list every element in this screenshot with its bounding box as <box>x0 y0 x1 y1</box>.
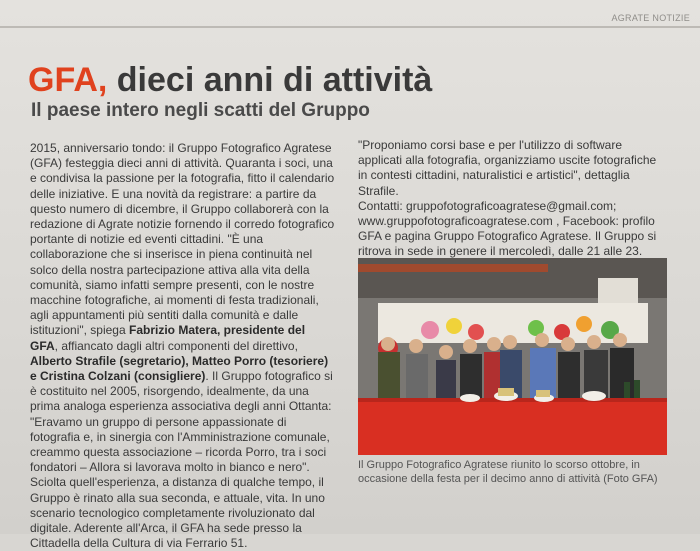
president-name: Fabrizio Matera, presidente del GFA <box>30 323 306 353</box>
body-paragraph: "Proponiamo corsi base e per l'utilizzo di software applicati alla fotografia, organizziamo uscite fotografiche in contesti cittadini, naturalistici e artistici", dettaglia Strafile. <box>358 138 657 198</box>
contacts-paragraph: Contatti: gruppofotograficoagratese@gmail.com; www.gruppofotograficoagratese.com , Facebook: profilo GFA e pagina Gruppo Fotografico Agratese. Il Gruppo si ritrova in sede in genere il mercoledì, dalle 21 alle 23. <box>358 198 657 259</box>
body-paragraph <box>30 141 335 551</box>
article-subtitle: Il paese intero negli scatti del Gruppo <box>31 100 370 121</box>
title-accent: GFA, <box>28 61 108 99</box>
left-column <box>30 141 335 551</box>
photo-caption <box>358 458 668 486</box>
article-title <box>28 61 432 99</box>
right-column <box>358 138 668 260</box>
board-members: Alberto Strafile (segretario), Matteo Porro (tesoriere) e Cristina Colzani (consigliere) <box>30 353 329 384</box>
title-rest: dieci anni di attività <box>107 61 433 99</box>
group-photo-illustration <box>358 258 667 455</box>
caption-text: Il Gruppo Fotografico Agratese riunito lo scorso ottobre, in occasione della festa per il decimo anno di attività (Foto GFA) <box>358 459 658 485</box>
section-header: AGRATE NOTIZIE <box>611 13 690 23</box>
body-text: . Il Gruppo fotografico si è costituito nel 2005, risorgendo, idealmente, da una prima analoga esperienza associativa degli anni Ottanta: "Eravamo un gruppo di persone appassionate di fotografia e, in sinergia con l'Amministrazione comunale, creammo questa associazione – ricorda Porro, tra i soci fondatori – Allora si lavorava molto in bianco e nero". Sciolta quell'esperienza, a distanza di qualche tempo, il Gruppo è rinato alla sua seconda, e attuale, vita. In uno scenario tecnologico completamente rivoluzionato dal digitale. Aderente all'Arca, il GFA ha sede presso la Cittadella della Cultura di via Ferrario 51. <box>30 369 333 551</box>
body-text: 2015, anniversario tondo: il Gruppo Fotografico Agratese (GFA) festeggia dieci anni di attività. Quaranta i soci, una e condivisa la passione per la fotografia, fitto il calendario delle iniziative. E una novità da registrare: a partire da questo numero di dicembre, il Gruppo collaborerà con la redazione di Agrate notizie fornendo il corredo fotografico portante di notizie ed eventi cittadini. "È una collaborazione che si inserisce in piena continuità nel solco della nostra partecipazione attiva alla vita della comunità, siamo infatti sempre presenti, con le nostre macchine fotografiche, ai momenti di festa tradizionali, agli appuntamenti più sentiti dalla comunità e dalle istituzioni", spiega <box>30 141 335 338</box>
header-rule <box>0 26 700 28</box>
group-photo <box>358 258 667 455</box>
body-text: , affiancato dagli altri componenti del direttivo, <box>54 338 298 353</box>
